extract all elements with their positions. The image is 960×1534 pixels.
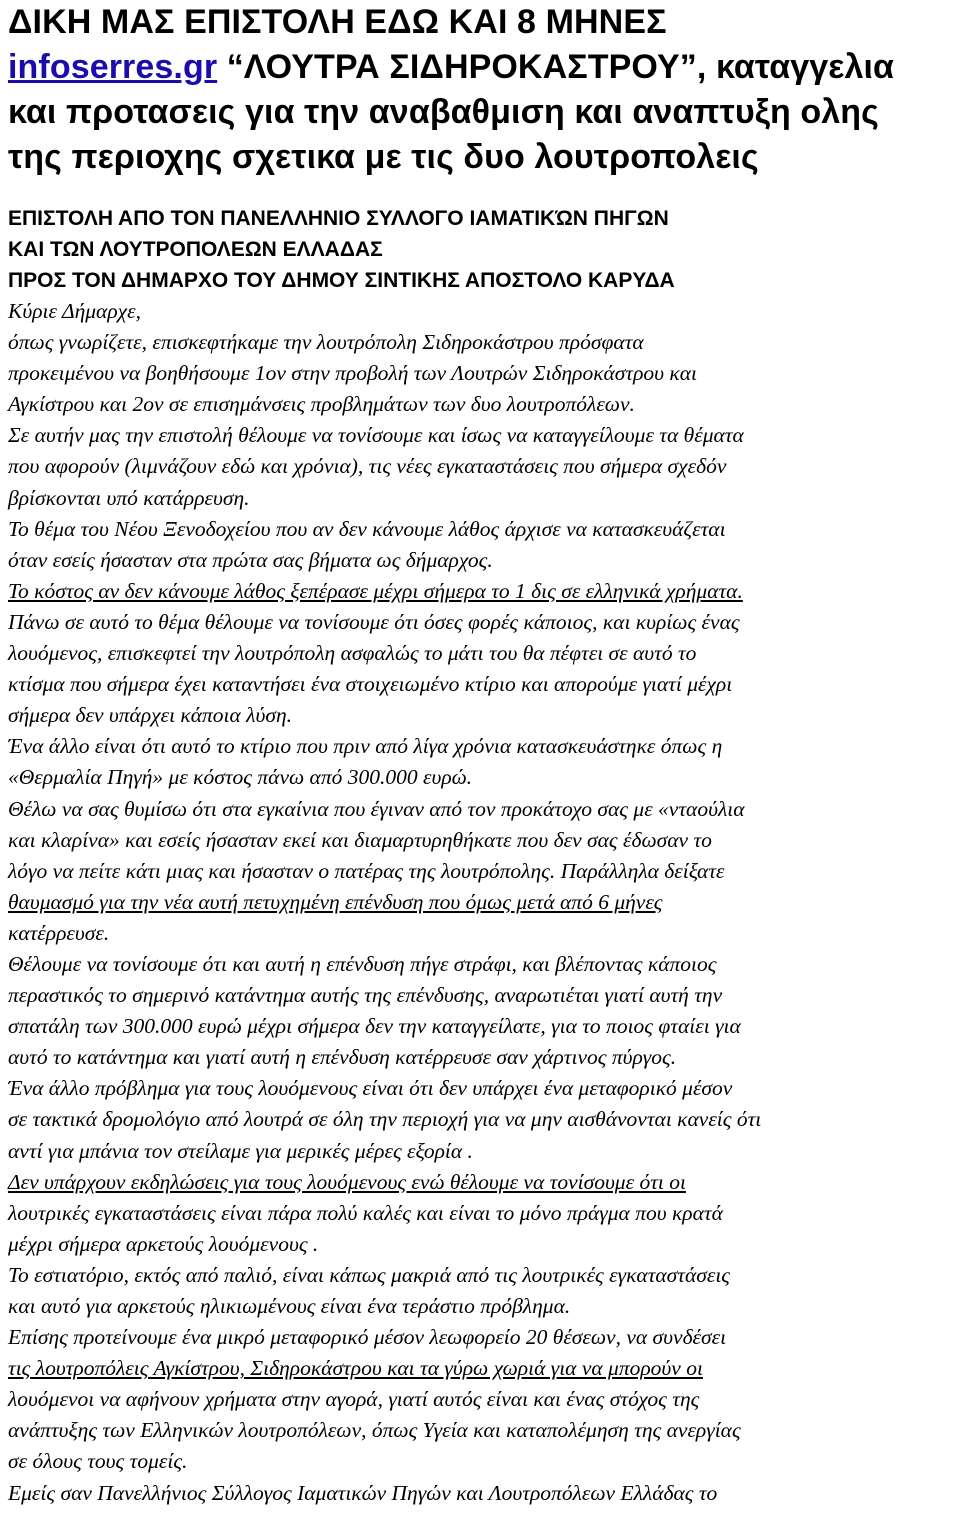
body-line-text: Δεν υπάρχουν εκδηλώσεις για τους λουόμενους ενώ θέλουμε να τονίσουμε ότι οι <box>8 1169 686 1194</box>
body-line: Επίσης προτείνουμε ένα μικρό μεταφορικό μέσον λεωφορείο 20 θέσεων, να συνδέσει <box>8 1325 727 1350</box>
body-line: Ένα άλλο είναι ότι αυτό το κτίριο που πριν από λίγα χρόνια κατασκευάστηκε όπως η <box>8 734 723 759</box>
body-line-text: Το κόστος αν δεν κάνουμε λάθος ξεπέρασε μέχρι σήμερα το 1 δις σε ελληνικά χρήματα. <box>8 578 743 603</box>
body-line <box>8 576 954 607</box>
body-line: και κλαρίνα» και εσείς ήσασταν εκεί και διαμαρτυρηθήκατε που δεν σας έδωσαν το <box>8 827 712 852</box>
body-line: Αγκίστρου και 2ον σε επισημάνσεις προβλημάτων των δυο λουτροπόλεων. <box>8 392 635 417</box>
body-line: προκειμένου να βοηθήσουμε 1ον στην προβολή των Λουτρών Σιδηροκάστρου και <box>8 361 697 386</box>
body-line: σε όλους τους τομείς. <box>8 1449 188 1474</box>
body-line: λουτρικές εγκαταστάσεις είναι πάρα πολύ καλές και είναι το μόνο πράγμα που κρατά <box>8 1200 723 1225</box>
body-line: περαστικός το σημερινό κατάντημα αυτής της επένδυσης, αναρωτιέται γιατί αυτή την <box>8 983 723 1008</box>
body-line: όταν εσείς ήσασταν στα πρώτα σας βήματα ως δήμαρχος. <box>8 547 493 572</box>
body-line: Θέλουμε να τονίσουμε ότι και αυτή η επένδυση πήγε στράφι, και βλέποντας κάποιος <box>8 951 717 976</box>
body-line: κατέρρευσε. <box>8 920 110 945</box>
body-line: λόγο να πείτε κάτι μιας και ήσασταν ο πατέρας της λουτρόπολης. Παράλληλα δείξατε <box>8 858 725 883</box>
body-line: αυτό το κατάντημα και γιατί αυτή η επένδυση κατέρρευσε σαν χάρτινος πύργος. <box>8 1045 677 1070</box>
letter-header-line: ΠΡΟΣ ΤΟΝ ΔΗΜΑΡΧΟ ΤΟΥ ΔΗΜΟΥ ΣΙΝΤΙΚΗΣ ΑΠΟΣΤΟΛΟ ΚΑΡΥΔΑ <box>8 269 675 292</box>
body-line: βρίσκονται υπό κατάρρευση. <box>8 485 250 510</box>
body-line: μέχρι σήμερα αρκετούς λουόμενους . <box>8 1231 319 1256</box>
body-line <box>8 1353 954 1384</box>
body-line-text: τις λουτροπόλεις Αγκίστρου, Σιδηροκάστρου και τα γύρω χωριά για να μπορούν οι <box>8 1356 703 1381</box>
body-line: λουόμενοι να αφήνουν χρήματα στην αγορά, γιατί αυτός είναι και ένας στόχος της <box>8 1387 700 1412</box>
headline-line: και προτασεις για την αναβαθμιση και αναπτυξη ολης <box>8 93 879 131</box>
body-line: όπως γνωρίζετε, επισκεφτήκαμε την λουτρόπολη Σιδηροκάστρου πρόσφατα <box>8 330 644 355</box>
body-line: κτίσμα που σήμερα έχει καταντήσει ένα στοιχειωμένο κτίριο και απορούμε γιατί μέχρι <box>8 672 733 697</box>
headline <box>8 0 954 180</box>
headline-line <box>8 45 954 90</box>
body-line: λουόμενος, επισκεφτεί την λουτρόπολη ασφαλώς το μάτι του θα πέφτει σε αυτό το <box>8 641 697 666</box>
body-line: «Θερμαλία Πηγή» με κόστος πάνω από 300.000 ευρώ. <box>8 765 473 790</box>
body-line: Πάνω σε αυτό το θέμα θέλουμε να τονίσουμε ότι όσες φορές κάποιος, και κυρίως ένας <box>8 609 740 634</box>
letter-header-line: ΚΑΙ ΤΩΝ ΛΟΥΤΡΟΠΟΛΕΩΝ ΕΛΛΑΔΑΣ <box>8 238 383 261</box>
body-line: ανάπτυξης των Ελληνικών λουτροπόλεων, όπως Υγεία και καταπολέμηση της ανεργίας <box>8 1418 741 1443</box>
article <box>8 0 954 1509</box>
letter-header <box>8 203 954 296</box>
body-line: και αυτό για αρκετούς ηλικιωμένους είναι ένα τεράστιο πρόβλημα. <box>8 1294 571 1318</box>
body-line: Το θέμα του Νέου Ξενοδοχείου που αν δεν κάνουμε λάθος άρχισε να κατασκευάζεται <box>8 516 726 541</box>
letter-body <box>8 296 954 1509</box>
body-line: που αφορούν (λιμνάζουν εδώ και χρόνια), τις νέες εγκαταστάσεις που σήμερα σχεδόν <box>8 454 727 479</box>
body-line: σπατάλη των 300.000 ευρώ μέχρι σήμερα δεν την καταγγείλατε, για το ποιος φταίει για <box>8 1014 741 1039</box>
body-line: σε τακτικά δρομολόγιο από λουτρά σε όλη την περιοχή για να μην αισθάνονται κανείς ότι <box>8 1107 762 1132</box>
body-line: Θέλω να σας θυμίσω ότι στα εγκαίνια που έγιναν από τον προκάτοχο σας με «νταούλια <box>8 796 745 821</box>
headline-text: “ΛΟΥΤΡΑ ΣΙΔΗΡΟΚΑΣΤΡΟΥ”, καταγγελια <box>217 48 895 86</box>
body-line <box>8 1167 954 1198</box>
body-line: Εμείς σαν Πανελλήνιος Σύλλογος Ιαματικών Πηγών και Λουτροπόλεων Ελλάδας το <box>8 1480 718 1505</box>
body-line: Σε αυτήν μας την επιστολή θέλουμε να τονίσουμε και ίσως να καταγγείλουμε τα θέματα <box>8 423 744 448</box>
headline-line: της περιοχης σχετικα με τις δυο λουτροπολεις <box>8 138 759 176</box>
body-line: Κύριε Δήμαρχε, <box>8 299 141 323</box>
letter-header-line: ΕΠΙΣΤΟΛΗ ΑΠΟ ΤΟΝ ΠΑΝΕΛΛΗΝΙΟ ΣΥΛΛΟΓΟ ΙΑΜΑΤΙΚΏΝ ΠΗΓΩΝ <box>8 207 669 230</box>
source-link[interactable]: infoserres.gr <box>8 48 218 86</box>
body-line: Το εστιατόριο, εκτός από παλιό, είναι κάπως μακριά από τις λουτρικές εγκαταστάσεις <box>8 1262 731 1287</box>
body-line: Ένα άλλο πρόβλημα για τους λουόμενους είναι ότι δεν υπάρχει ένα μεταφορικό μέσον <box>8 1076 733 1101</box>
body-line-text: θαυμασμό για την νέα αυτή πετυχημένη επένδυση που όμως μετά από 6 μήνες <box>8 889 663 914</box>
body-line <box>8 887 954 918</box>
headline-line: ΔΙΚΗ ΜΑΣ ΕΠΙΣΤΟΛΗ ΕΔΩ ΚΑΙ 8 ΜΗΝΕΣ <box>8 3 667 41</box>
body-line: αντί για μπάνια τον στείλαμε για μερικές μέρες εξορία . <box>8 1138 473 1163</box>
body-line: σήμερα δεν υπάρχει κάποια λύση. <box>8 703 293 728</box>
